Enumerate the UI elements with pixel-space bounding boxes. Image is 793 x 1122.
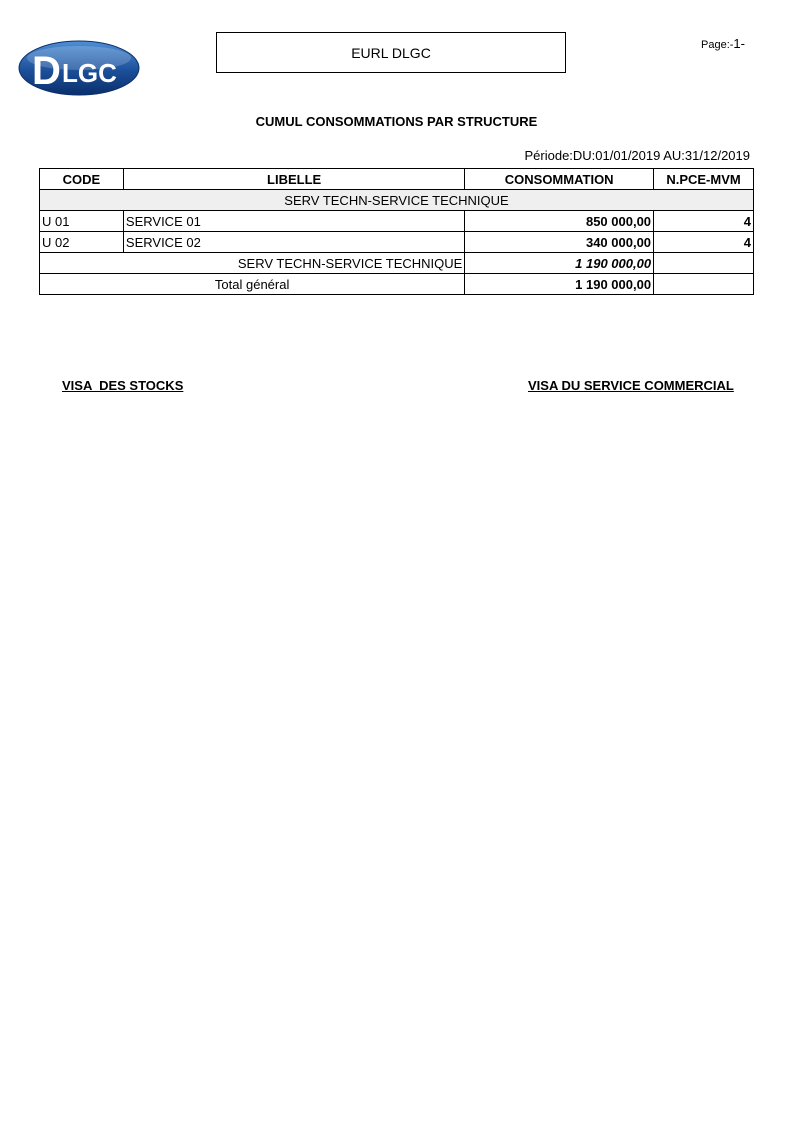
total-npce (654, 274, 754, 295)
row-consommation: 850 000,00 (465, 211, 654, 232)
visa-commercial: VISA DU SERVICE COMMERCIAL (528, 378, 734, 393)
page-number (701, 36, 745, 51)
total-value: 1 190 000,00 (465, 274, 654, 295)
total-label: Total général (40, 274, 465, 295)
table-row (40, 232, 754, 253)
page-value: 1- (733, 36, 745, 51)
page-label: Page:- (701, 39, 734, 51)
column-header-npce-mvm: N.PCE-MVM (654, 169, 754, 190)
column-header-code: CODE (40, 169, 124, 190)
company-name-box (216, 32, 566, 73)
row-consommation: 340 000,00 (465, 232, 654, 253)
subtotal-row (40, 253, 754, 274)
report-period: Période:DU:01/01/2019 AU:31/12/2019 (524, 148, 750, 163)
column-header-libelle: LIBELLE (123, 169, 464, 190)
table-header-row (40, 169, 754, 190)
subtotal-npce (654, 253, 754, 274)
row-npce: 4 (654, 211, 754, 232)
group-header-row (40, 190, 754, 211)
row-code: U 02 (40, 232, 124, 253)
subtotal-value: 1 190 000,00 (465, 253, 654, 274)
report-title: CUMUL CONSOMMATIONS PAR STRUCTURE (255, 114, 538, 129)
column-header-consommation: CONSOMMATION (465, 169, 654, 190)
total-row (40, 274, 754, 295)
svg-text:LGC: LGC (62, 58, 117, 88)
table-row (40, 211, 754, 232)
dlgc-logo (18, 40, 140, 96)
row-label: SERVICE 01 (123, 211, 464, 232)
consumption-table (39, 168, 754, 295)
row-code: U 01 (40, 211, 124, 232)
visa-stocks: VISA DES STOCKS (62, 378, 184, 393)
group-title: SERV TECHN-SERVICE TECHNIQUE (40, 190, 754, 211)
company-name: EURL DLGC (351, 44, 431, 61)
row-label: SERVICE 02 (123, 232, 464, 253)
subtotal-label: SERV TECHN-SERVICE TECHNIQUE (40, 253, 465, 274)
svg-text:D: D (32, 49, 61, 93)
row-npce: 4 (654, 232, 754, 253)
